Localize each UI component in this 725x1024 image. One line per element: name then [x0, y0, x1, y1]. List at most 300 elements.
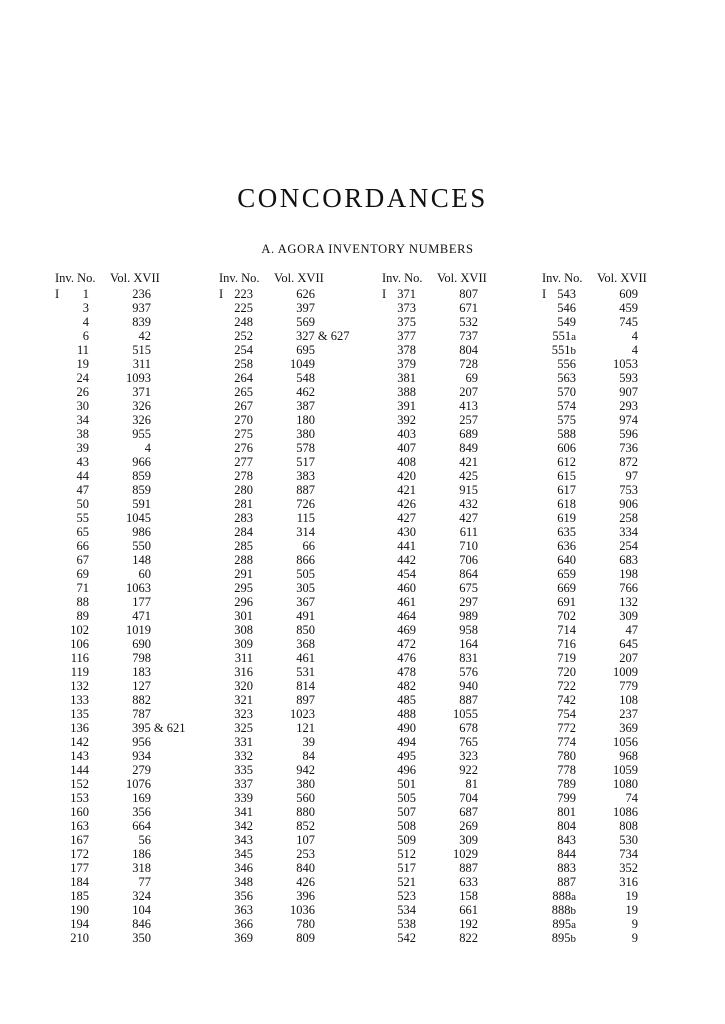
volume-number: 356 — [132, 805, 151, 819]
inventory-number-value: 789 — [557, 777, 576, 791]
inventory-number-value: 538 — [397, 917, 416, 931]
volume-number: 4 — [631, 343, 638, 357]
volume-number: 254 — [619, 539, 638, 553]
inventory-number — [55, 329, 89, 343]
volume-number: 107 — [296, 833, 315, 847]
inventory-number-value: 267 — [234, 399, 253, 413]
volume-number: 74 — [625, 791, 638, 805]
volume-number: 846 — [132, 917, 151, 931]
volume-number: 517 — [296, 455, 315, 469]
volume-number: 115 — [296, 511, 315, 525]
inventory-number-value: 248 — [234, 315, 253, 329]
volume-number: 324 — [132, 889, 151, 903]
volume-number: 1093 — [126, 371, 151, 385]
inventory-number — [55, 497, 89, 511]
inventory-number-value: 167 — [70, 833, 89, 847]
inventory-number — [382, 553, 416, 567]
volume-number: 809 — [296, 931, 315, 945]
inventory-number — [542, 413, 576, 427]
inventory-number-value: 570 — [557, 385, 576, 399]
volume-number: 1076 — [126, 777, 151, 791]
inventory-number-value: 391 — [397, 399, 416, 413]
volume-number: 753 — [619, 483, 638, 497]
inventory-number — [55, 875, 89, 889]
inventory-number — [219, 427, 253, 441]
inventory-number — [542, 707, 576, 721]
inventory-number-value: 136 — [70, 721, 89, 735]
inventory-number — [382, 847, 416, 861]
inventory-number-value: 742 — [557, 693, 576, 707]
inventory-number — [382, 357, 416, 371]
inventory-number — [382, 469, 416, 483]
inventory-number-value: 44 — [76, 469, 89, 483]
inventory-number-value: 295 — [234, 581, 253, 595]
volume-number: 505 — [296, 567, 315, 581]
volume-number: 371 — [132, 385, 151, 399]
volume-number: 974 — [619, 413, 638, 427]
inventory-suffix: b — [570, 345, 576, 357]
volume-number: 432 — [459, 497, 478, 511]
inventory-number — [542, 357, 576, 371]
inventory-number — [219, 791, 253, 805]
inventory-number-value: 277 — [234, 455, 253, 469]
inventory-number — [219, 581, 253, 595]
volume-number: 1019 — [126, 623, 151, 637]
inventory-number — [55, 777, 89, 791]
inventory-number — [382, 385, 416, 399]
inventory-number-value: 563 — [557, 371, 576, 385]
inventory-number-value: 185 — [70, 889, 89, 903]
inventory-number — [219, 805, 253, 819]
inventory-number-value: 144 — [70, 763, 89, 777]
volume-number: 664 — [132, 819, 151, 833]
inventory-number-value: 69 — [76, 567, 89, 581]
inventory-number — [219, 413, 253, 427]
inventory-number-value: 517 — [397, 861, 416, 875]
inventory-number-value: 26 — [76, 385, 89, 399]
inventory-number-value: 342 — [234, 819, 253, 833]
inventory-number-value: 556 — [557, 357, 576, 371]
volume-number: 97 — [625, 469, 638, 483]
inventory-number-value: 356 — [234, 889, 253, 903]
inventory-number — [55, 385, 89, 399]
inventory-number — [219, 497, 253, 511]
inventory-number — [542, 343, 576, 358]
inventory-number-value: 895 — [551, 931, 571, 945]
inventory-number — [219, 777, 253, 791]
volume-number: 459 — [619, 301, 638, 315]
inventory-number-value: 534 — [397, 903, 416, 917]
inventory-number-value: 895 — [552, 917, 572, 931]
volume-number: 380 — [296, 427, 315, 441]
vol-header: Vol. XVII — [274, 271, 324, 285]
inventory-number-value: 843 — [557, 833, 576, 847]
volume-number: 593 — [619, 371, 638, 385]
inventory-number — [55, 707, 89, 721]
volume-number: 765 — [459, 735, 478, 749]
volume-number: 367 — [296, 595, 315, 609]
volume-number: 396 — [296, 889, 315, 903]
inventory-number — [219, 553, 253, 567]
volume-number: 158 — [459, 889, 478, 903]
inventory-number-value: 143 — [70, 749, 89, 763]
volume-number: 383 — [296, 469, 315, 483]
volume-number: 309 — [619, 609, 638, 623]
volume-number: 840 — [296, 861, 315, 875]
inventory-number — [542, 651, 576, 665]
volume-number: 309 — [459, 833, 478, 847]
volume-number: 318 — [132, 861, 151, 875]
inventory-number — [55, 301, 89, 315]
volume-number: 387 — [296, 399, 315, 413]
inventory-number — [542, 539, 576, 553]
inventory-number-value: 116 — [70, 651, 89, 665]
inventory-number — [382, 721, 416, 735]
inventory-number — [382, 931, 416, 945]
volume-number: 671 — [459, 301, 478, 315]
volume-number: 1036 — [290, 903, 315, 917]
volume-number: 316 — [619, 875, 638, 889]
inventory-number-value: 888 — [551, 903, 571, 917]
inventory-number — [382, 707, 416, 721]
inventory-number — [542, 623, 576, 637]
inventory-number-value: 799 — [557, 791, 576, 805]
inventory-number-value: 378 — [397, 343, 416, 357]
inventory-number — [382, 875, 416, 889]
inventory-number — [219, 609, 253, 623]
inventory-number-value: 258 — [234, 357, 253, 371]
vol-header: Vol. XVII — [437, 271, 487, 285]
inventory-number — [382, 889, 416, 903]
volume-number: 897 — [296, 693, 315, 707]
volume-number: 787 — [132, 707, 151, 721]
inventory-number — [382, 651, 416, 665]
volume-number: 675 — [459, 581, 478, 595]
inventory-number — [382, 903, 416, 917]
inventory-number-value: 343 — [234, 833, 253, 847]
volume-number: 9 — [631, 931, 638, 945]
inventory-number-value: 691 — [557, 595, 576, 609]
inventory-number — [219, 483, 253, 497]
inventory-number — [382, 329, 416, 343]
volume-number: 257 — [459, 413, 478, 427]
volume-number: 323 — [459, 749, 478, 763]
inventory-number-value: 341 — [234, 805, 253, 819]
inventory-number-value: 278 — [234, 469, 253, 483]
volume-number: 192 — [459, 917, 478, 931]
inventory-number-value: 509 — [397, 833, 416, 847]
volume-number: 77 — [138, 875, 151, 889]
inventory-number-value: 335 — [234, 763, 253, 777]
inventory-number-value: 363 — [234, 903, 253, 917]
volume-number: 237 — [619, 707, 638, 721]
volume-number: 380 — [296, 777, 315, 791]
inventory-number-value: 19 — [76, 357, 89, 371]
inventory-number-value: 551 — [551, 343, 571, 357]
volume-number: 84 — [302, 749, 315, 763]
inventory-number-value: 720 — [557, 665, 576, 679]
volume-number: 736 — [619, 441, 638, 455]
volume-number: 678 — [459, 721, 478, 735]
inventory-number-value: 403 — [397, 427, 416, 441]
volume-number: 808 — [619, 819, 638, 833]
volume-number: 207 — [459, 385, 478, 399]
inventory-number — [219, 861, 253, 875]
volume-number: 550 — [132, 539, 151, 553]
volume-number: 922 — [459, 763, 478, 777]
inventory-number — [55, 637, 89, 651]
inventory-number-value: 66 — [76, 539, 89, 553]
volume-number: 887 — [459, 693, 478, 707]
inventory-number — [219, 511, 253, 525]
volume-number: 872 — [619, 455, 638, 469]
inventory-number — [55, 371, 89, 385]
volume-number: 887 — [459, 861, 478, 875]
inventory-number-value: 719 — [557, 651, 576, 665]
volume-number: 726 — [296, 497, 315, 511]
inventory-number — [219, 847, 253, 861]
inventory-number — [382, 861, 416, 875]
inventory-number — [542, 833, 576, 847]
inventory-number-value: 38 — [76, 427, 89, 441]
inventory-number-value: 1 — [82, 287, 89, 301]
inventory-number-value: 373 — [397, 301, 416, 315]
inventory-number-value: 252 — [234, 329, 253, 343]
inventory-number-value: 89 — [76, 609, 89, 623]
inventory-number — [219, 301, 253, 315]
volume-number: 859 — [132, 483, 151, 497]
volume-number: 934 — [132, 749, 151, 763]
inventory-number — [55, 357, 89, 371]
inventory-number — [55, 819, 89, 833]
inventory-number — [542, 469, 576, 483]
inventory-number — [382, 609, 416, 623]
inventory-number — [55, 861, 89, 875]
inventory-number-value: 575 — [557, 413, 576, 427]
volume-number: 169 — [132, 791, 151, 805]
volume-number: 1086 — [613, 805, 638, 819]
inventory-number — [55, 595, 89, 609]
inventory-number — [542, 805, 576, 819]
inventory-number — [55, 525, 89, 539]
volume-number: 19 — [625, 889, 638, 903]
inventory-number — [542, 609, 576, 623]
volume-number: 1080 — [613, 777, 638, 791]
inventory-number — [219, 833, 253, 847]
inventory-number-value: 296 — [234, 595, 253, 609]
section-subtitle: A. AGORA INVENTORY NUMBERS — [261, 242, 474, 256]
inventory-number-value: 331 — [234, 735, 253, 749]
volume-number: 689 — [459, 427, 478, 441]
volume-number: 279 — [132, 763, 151, 777]
inventory-number — [55, 343, 89, 357]
inventory-number — [55, 805, 89, 819]
inventory-number — [55, 679, 89, 693]
volume-number: 39 — [302, 735, 315, 749]
inventory-number-value: 551 — [552, 329, 572, 343]
volume-number: 804 — [459, 343, 478, 357]
volume-number: 882 — [132, 693, 151, 707]
inventory-number-value: 635 — [557, 525, 576, 539]
inventory-number — [55, 651, 89, 665]
inventory-number-value: 523 — [397, 889, 416, 903]
volume-number: 1053 — [613, 357, 638, 371]
inventory-number — [382, 833, 416, 847]
volume-number: 314 — [296, 525, 315, 539]
inventory-number-value: 542 — [397, 931, 416, 945]
volume-number: 849 — [459, 441, 478, 455]
inventory-number — [382, 525, 416, 539]
inventory-number — [219, 665, 253, 679]
volume-number: 326 — [132, 413, 151, 427]
inventory-number — [542, 749, 576, 763]
volume-number: 814 — [296, 679, 315, 693]
inv-no-header: Inv. No. — [55, 271, 96, 285]
inventory-number — [382, 497, 416, 511]
inventory-number-value: 152 — [70, 777, 89, 791]
volume-number: 737 — [459, 329, 478, 343]
inventory-number-value: 392 — [397, 413, 416, 427]
inventory-number-value: 135 — [70, 707, 89, 721]
inventory-number — [382, 399, 416, 413]
inventory-number-value: 67 — [76, 553, 89, 567]
volume-number: 852 — [296, 819, 315, 833]
volume-number: 81 — [465, 777, 478, 791]
inventory-number-value: 133 — [70, 693, 89, 707]
inventory-number-value: 454 — [397, 567, 416, 581]
volume-number: 907 — [619, 385, 638, 399]
volume-number: 887 — [296, 483, 315, 497]
inventory-number-value: 774 — [557, 735, 576, 749]
inventory-number-value: 716 — [557, 637, 576, 651]
inventory-number — [55, 427, 89, 441]
inventory-number — [55, 287, 89, 301]
inventory-number-value: 309 — [234, 637, 253, 651]
volume-number: 626 — [296, 287, 315, 301]
volume-number: 121 — [296, 721, 315, 735]
inventory-number — [55, 539, 89, 553]
inventory-number — [219, 875, 253, 889]
inventory-number-value: 427 — [397, 511, 416, 525]
inventory-number-value: 301 — [234, 609, 253, 623]
volume-number: 569 — [296, 315, 315, 329]
volume-number: 576 — [459, 665, 478, 679]
volume-number: 531 — [296, 665, 315, 679]
inventory-number-value: 369 — [234, 931, 253, 945]
inventory-number — [219, 707, 253, 721]
inventory-number — [219, 763, 253, 777]
inventory-number — [542, 567, 576, 581]
inventory-number-value: 283 — [234, 511, 253, 525]
inventory-number-value: 408 — [397, 455, 416, 469]
volume-number: 1055 — [453, 707, 478, 721]
volume-number: 1029 — [453, 847, 478, 861]
inventory-number — [219, 651, 253, 665]
inventory-number — [219, 525, 253, 539]
inventory-number — [382, 749, 416, 763]
inventory-number — [382, 679, 416, 693]
inv-no-header: Inv. No. — [219, 271, 260, 285]
volume-number: 986 — [132, 525, 151, 539]
inventory-number-value: 321 — [234, 693, 253, 707]
inventory-number — [55, 609, 89, 623]
inventory-number-value: 366 — [234, 917, 253, 931]
inventory-number-value: 482 — [397, 679, 416, 693]
inventory-number — [219, 399, 253, 413]
inventory-number — [219, 637, 253, 651]
inventory-number-value: 39 — [76, 441, 89, 455]
inventory-number-value: 375 — [397, 315, 416, 329]
volume-number: 127 — [132, 679, 151, 693]
inventory-number — [382, 301, 416, 315]
inventory-number — [382, 427, 416, 441]
volume-number: 728 — [459, 357, 478, 371]
inventory-number — [542, 595, 576, 609]
volume-number: 968 — [619, 749, 638, 763]
inventory-number — [55, 623, 89, 637]
inventory-number-value: 254 — [234, 343, 253, 357]
inventory-number — [219, 931, 253, 945]
inventory-number-value: 476 — [397, 651, 416, 665]
inventory-number-value: 546 — [557, 301, 576, 315]
inventory-number — [542, 399, 576, 413]
volume-number: 293 — [619, 399, 638, 413]
inventory-number-value: 71 — [76, 581, 89, 595]
inventory-number-value: 495 — [397, 749, 416, 763]
inventory-number — [219, 385, 253, 399]
inventory-number-value: 430 — [397, 525, 416, 539]
volume-number: 19 — [625, 903, 638, 917]
volume-number: 327 & 627 — [296, 329, 350, 343]
volume-number: 1009 — [613, 665, 638, 679]
volume-number: 334 — [619, 525, 638, 539]
inventory-number-value: 4 — [82, 315, 89, 329]
volume-number: 734 — [619, 847, 638, 861]
inventory-number-value: 24 — [76, 371, 89, 385]
volume-number: 1049 — [290, 357, 315, 371]
inventory-number-value: 265 — [234, 385, 253, 399]
inventory-number-value: 388 — [397, 385, 416, 399]
volume-number: 471 — [132, 609, 151, 623]
volume-number: 779 — [619, 679, 638, 693]
inventory-number — [55, 735, 89, 749]
inventory-number — [382, 623, 416, 637]
inventory-number-value: 543 — [557, 287, 576, 301]
inventory-number-value: 714 — [557, 623, 576, 637]
inventory-number-value: 469 — [397, 623, 416, 637]
inventory-number — [55, 315, 89, 329]
inventory-number — [55, 567, 89, 581]
inventory-number-value: 270 — [234, 413, 253, 427]
volume-number: 462 — [296, 385, 315, 399]
inventory-number-value: 177 — [70, 861, 89, 875]
inventory-prefix: I — [55, 287, 60, 301]
inventory-number-value: 485 — [397, 693, 416, 707]
inventory-number-value: 778 — [557, 763, 576, 777]
volume-number: 661 — [459, 903, 478, 917]
inventory-number-value: 275 — [234, 427, 253, 441]
volume-number: 413 — [459, 399, 478, 413]
inventory-number-value: 804 — [557, 819, 576, 833]
inventory-number-value: 316 — [234, 665, 253, 679]
inv-no-header: Inv. No. — [542, 271, 583, 285]
inventory-number-value: 172 — [70, 847, 89, 861]
volume-number: 831 — [459, 651, 478, 665]
volume-number: 940 — [459, 679, 478, 693]
volume-number: 955 — [132, 427, 151, 441]
inventory-number-value: 3 — [82, 301, 89, 315]
inventory-number — [219, 889, 253, 903]
